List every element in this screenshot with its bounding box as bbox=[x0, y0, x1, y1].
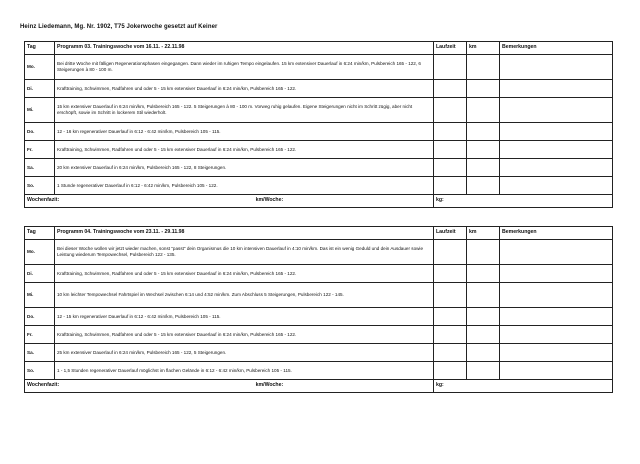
bemerkungen-cell[interactable] bbox=[500, 362, 613, 380]
km-cell[interactable] bbox=[467, 265, 500, 283]
bemerkungen-cell[interactable] bbox=[500, 308, 613, 326]
bemerkungen-cell[interactable] bbox=[500, 141, 613, 159]
training-text: Krafttraining, Schwimmen, Radfahren und oder 5 - 15 km extensiver Dauerlauf in 6:24 min/km, Pulsbereich 165 - 122. bbox=[55, 141, 434, 159]
footer-row bbox=[25, 195, 613, 208]
table-row bbox=[25, 308, 613, 326]
bemerkungen-cell[interactable] bbox=[500, 80, 613, 98]
laufzeit-cell[interactable] bbox=[434, 80, 467, 98]
table-row bbox=[25, 326, 613, 344]
laufzeit-cell[interactable] bbox=[434, 283, 467, 308]
day-label: Mi. bbox=[25, 98, 55, 123]
training-text: 12 - 15 km regenerativer Dauerlauf in 6:12 - 6:42 min/km, Pulsbereich 105 - 115. bbox=[55, 308, 434, 326]
laufzeit-cell[interactable] bbox=[434, 141, 467, 159]
laufzeit-cell[interactable] bbox=[434, 265, 467, 283]
kg-label: kg: bbox=[436, 382, 444, 389]
wochenfazit-label: Wochenfazit: bbox=[27, 382, 60, 389]
km-cell[interactable] bbox=[467, 344, 500, 362]
table-row bbox=[25, 362, 613, 380]
day-label: Di. bbox=[25, 80, 55, 98]
bemerkungen-cell[interactable] bbox=[500, 240, 613, 265]
col-km: km bbox=[467, 227, 500, 240]
training-text: 20 km extensiver Dauerlauf in 6:24 min/km, Pulsbereich 165 - 122, 8 Steigerungen. bbox=[55, 159, 434, 177]
training-text: 10 km leichter Tempowechsel Fahrtspiel im Wechsel zwischen 6:14 und 4:52 min/km. Zum Abschluss 5 Steigerungen, Pulsbereich 122 - 145. bbox=[55, 283, 434, 308]
laufzeit-cell[interactable] bbox=[434, 240, 467, 265]
training-text: Bei dieser Woche wollen wir jetzt wieder machen, sonst "passt" dein Organismus die 10 km intensiven Dauerlauf in 4:10 min/km. Das ist ein wenig Geduld und dein Ausdauer sowie Leistung wiederum Tempowechsel, Pulsbereich 122 - 135. bbox=[55, 240, 434, 265]
km-cell[interactable] bbox=[467, 283, 500, 308]
km-cell[interactable] bbox=[467, 123, 500, 141]
week-2-table bbox=[24, 226, 613, 393]
km-cell[interactable] bbox=[467, 80, 500, 98]
wochenfazit-label: Wochenfazit: bbox=[27, 197, 60, 204]
training-text: 15 km extensiver Dauerlauf in 6:24 min/km, Pulsbereich 165 - 122. 5 Steigerungen à 80 - 100 m. Vorweg ruhig gelaufen. Eigene Steigerungen nicht im Schritt zügig, aber nicht erschöpft, sowie im Schritt in lockerem Stil wiederholt. bbox=[55, 98, 434, 123]
day-label: Do. bbox=[25, 123, 55, 141]
col-tag: Tag bbox=[25, 227, 55, 240]
training-text: 12 - 16 km regenerativer Dauerlauf in 6:12 - 6:42 min/km, Pulsbereich 105 - 115. bbox=[55, 123, 434, 141]
laufzeit-cell[interactable] bbox=[434, 362, 467, 380]
laufzeit-cell[interactable] bbox=[434, 344, 467, 362]
table-row bbox=[25, 240, 613, 265]
day-label: Fr. bbox=[25, 141, 55, 159]
training-text: Krafttraining, Schwimmen, Radfahren und oder 5 - 15 km extensiver Dauerlauf in 6:24 min/km, Pulsbereich 165 - 122. bbox=[55, 80, 434, 98]
footer-row bbox=[25, 380, 613, 393]
week-title: Programm 04. Trainingswoche vom 23.11. - 29.11.98 bbox=[55, 227, 434, 240]
day-label: So. bbox=[25, 362, 55, 380]
km-cell[interactable] bbox=[467, 240, 500, 265]
table-row bbox=[25, 141, 613, 159]
footer-kg-cell[interactable] bbox=[434, 195, 613, 208]
day-label: Mo. bbox=[25, 240, 55, 265]
day-label: Sa. bbox=[25, 159, 55, 177]
bemerkungen-cell[interactable] bbox=[500, 123, 613, 141]
col-bemerkungen: Bemerkungen bbox=[500, 42, 613, 55]
day-label: So. bbox=[25, 177, 55, 195]
table-row bbox=[25, 177, 613, 195]
col-laufzeit: Laufzeit bbox=[434, 227, 467, 240]
table-row bbox=[25, 265, 613, 283]
table-row bbox=[25, 283, 613, 308]
bemerkungen-cell[interactable] bbox=[500, 326, 613, 344]
km-cell[interactable] bbox=[467, 177, 500, 195]
laufzeit-cell[interactable] bbox=[434, 98, 467, 123]
table-row bbox=[25, 80, 613, 98]
day-label: Mo. bbox=[25, 55, 55, 80]
laufzeit-cell[interactable] bbox=[434, 177, 467, 195]
day-label: Fr. bbox=[25, 326, 55, 344]
col-tag: Tag bbox=[25, 42, 55, 55]
col-laufzeit: Laufzeit bbox=[434, 42, 467, 55]
document-header: Heinz Liedemann, Mg. Nr. 1902, T75 Jokerwoche gesetzt auf Keiner bbox=[20, 24, 218, 30]
laufzeit-cell[interactable] bbox=[434, 326, 467, 344]
training-text: Krafttraining, Schwimmen, Radfahren und oder 5 - 15 km extensiver Dauerlauf in 6:24 min/km, Pulsbereich 165 - 122. bbox=[55, 326, 434, 344]
day-label: Mi. bbox=[25, 283, 55, 308]
footer-kg-cell[interactable] bbox=[434, 380, 613, 393]
training-text: 25 km extensiver Dauerlauf in 6:24 min/km, Pulsbereich 165 - 122, 5 Steigerungen. bbox=[55, 344, 434, 362]
training-text: Krafttraining, Schwimmen, Radfahren und oder 5 - 15 km extensiver Dauerlauf in 6:24 min/km, Pulsbereich 165 - 122. bbox=[55, 265, 434, 283]
week-title: Programm 03. Trainingswoche vom 16.11. - 22.11.98 bbox=[55, 42, 434, 55]
bemerkungen-cell[interactable] bbox=[500, 55, 613, 80]
table-row bbox=[25, 98, 613, 123]
laufzeit-cell[interactable] bbox=[434, 123, 467, 141]
bemerkungen-cell[interactable] bbox=[500, 98, 613, 123]
km-cell[interactable] bbox=[467, 362, 500, 380]
table-header-row bbox=[25, 227, 613, 240]
km-cell[interactable] bbox=[467, 98, 500, 123]
day-label: Sa. bbox=[25, 344, 55, 362]
training-text: 1 - 1,5 Stunden regenerativer Dauerlauf möglichst im flachen Gelände in 6:12 - 6:42 min/km, Pulsbereich 105 - 115. bbox=[55, 362, 434, 380]
table-header-row bbox=[25, 42, 613, 55]
training-text: Bei dritte Woche mit fälligen Regenerationsphasen eingegangen. Dann wieder im ruhigen Tempo eingelaufen. 15 km extensiver Dauerlauf in 6:24 min/km, Pulsbereich 165 - 122, 6 Steigerungen à 80 - 100 m. bbox=[55, 55, 434, 80]
km-cell[interactable] bbox=[467, 308, 500, 326]
km-cell[interactable] bbox=[467, 159, 500, 177]
col-bemerkungen: Bemerkungen bbox=[500, 227, 613, 240]
table-row bbox=[25, 55, 613, 80]
laufzeit-cell[interactable] bbox=[434, 55, 467, 80]
footer-fazit-cell[interactable] bbox=[25, 380, 434, 393]
footer-fazit-cell[interactable] bbox=[25, 195, 434, 208]
table-row bbox=[25, 159, 613, 177]
bemerkungen-cell[interactable] bbox=[500, 344, 613, 362]
km-woche-label: km/Woche: bbox=[255, 197, 284, 204]
table-row bbox=[25, 123, 613, 141]
training-text: 1 Stunde regenerativer Dauerlauf in 6:12 - 6:42 min/km, Pulsbereich 105 - 122. bbox=[55, 177, 434, 195]
km-cell[interactable] bbox=[467, 55, 500, 80]
day-label: Di. bbox=[25, 265, 55, 283]
km-cell[interactable] bbox=[467, 141, 500, 159]
bemerkungen-cell[interactable] bbox=[500, 283, 613, 308]
bemerkungen-cell[interactable] bbox=[500, 177, 613, 195]
laufzeit-cell[interactable] bbox=[434, 159, 467, 177]
bemerkungen-cell[interactable] bbox=[500, 159, 613, 177]
km-cell[interactable] bbox=[467, 326, 500, 344]
laufzeit-cell[interactable] bbox=[434, 308, 467, 326]
km-woche-label: km/Woche: bbox=[255, 382, 284, 389]
day-label: Do. bbox=[25, 308, 55, 326]
bemerkungen-cell[interactable] bbox=[500, 265, 613, 283]
table-row bbox=[25, 344, 613, 362]
week-1-table bbox=[24, 41, 613, 208]
col-km: km bbox=[467, 42, 500, 55]
kg-label: kg: bbox=[436, 197, 444, 204]
